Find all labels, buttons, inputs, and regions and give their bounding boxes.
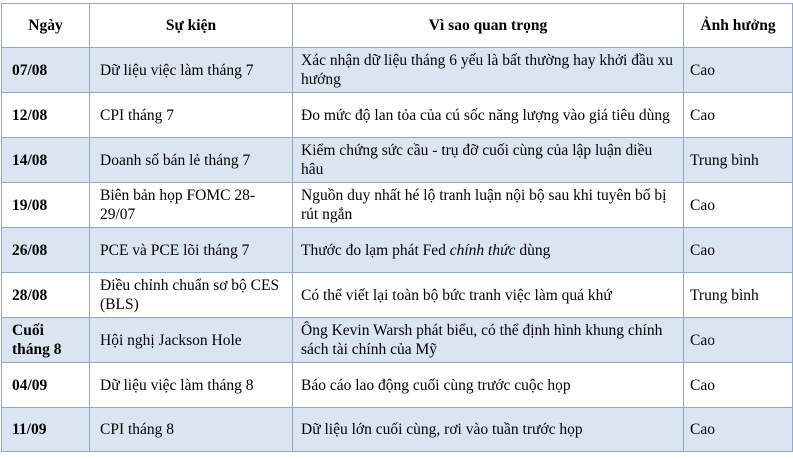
header-impact: Ảnh hưởng bbox=[684, 4, 793, 48]
cell-why bbox=[293, 318, 684, 363]
cell-why bbox=[293, 273, 684, 318]
cell-impact: Trung bình bbox=[684, 138, 793, 183]
header-date: Ngày bbox=[2, 4, 90, 48]
cell-event: PCE và PCE lõi tháng 7 bbox=[90, 228, 293, 273]
cell-impact: Cao bbox=[684, 318, 793, 363]
cell-date: 14/08 bbox=[2, 138, 90, 183]
cell-why bbox=[293, 138, 684, 183]
cell-date: 12/08 bbox=[2, 93, 90, 138]
cell-why-text: Đo mức độ lan tỏa của cú sốc năng lượng vào giá tiêu dùng bbox=[301, 106, 670, 124]
cell-impact: Trung bình bbox=[684, 273, 793, 318]
cell-why-text: Kiểm chứng sức cầu - trụ đỡ cuối cùng của lập luận diều hâu bbox=[301, 142, 653, 178]
table-row bbox=[2, 138, 793, 183]
cell-impact: Cao bbox=[684, 48, 793, 93]
cell-date: 26/08 bbox=[2, 228, 90, 273]
cell-date: 19/08 bbox=[2, 183, 90, 228]
cell-date: 28/08 bbox=[2, 273, 90, 318]
cell-impact: Cao bbox=[684, 183, 793, 228]
cell-why-after: dùng bbox=[515, 241, 551, 259]
cell-why-text: Dữ liệu lớn cuối cùng, rơi vào tuần trước họp bbox=[301, 421, 583, 438]
cell-why bbox=[293, 93, 684, 138]
cell-why-text: Ông Kevin Warsh phát biểu, có thể định hình khung chính sách tài chính của Mỹ bbox=[301, 322, 663, 358]
cell-impact: Cao bbox=[684, 408, 793, 452]
events-table bbox=[1, 3, 793, 452]
table-row bbox=[2, 273, 793, 318]
cell-event: Biên bản họp FOMC 28-29/07 bbox=[90, 183, 293, 228]
cell-why-text: Nguồn duy nhất hé lộ tranh luận nội bộ sau khi tuyên bố bị rút ngắn bbox=[301, 187, 667, 223]
cell-impact: Cao bbox=[684, 228, 793, 273]
cell-date: 04/09 bbox=[2, 363, 90, 408]
cell-event: CPI tháng 7 bbox=[90, 93, 293, 138]
table-body bbox=[2, 48, 793, 452]
cell-event: Dữ liệu việc làm tháng 7 bbox=[90, 48, 293, 93]
cell-event: Hội nghị Jackson Hole bbox=[90, 318, 293, 363]
cell-impact: Cao bbox=[684, 93, 793, 138]
cell-why bbox=[293, 183, 684, 228]
table-row bbox=[2, 318, 793, 363]
cell-event: Dữ liệu việc làm tháng 8 bbox=[90, 363, 293, 408]
cell-why bbox=[293, 228, 684, 273]
table-row bbox=[2, 48, 793, 93]
cell-event: CPI tháng 8 bbox=[90, 408, 293, 452]
table-row bbox=[2, 228, 793, 273]
cell-why bbox=[293, 363, 684, 408]
cell-event: Doanh số bán lẻ tháng 7 bbox=[90, 138, 293, 183]
cell-why-text: Có thể viết lại toàn bộ bức tranh việc làm quá khứ bbox=[301, 286, 612, 304]
cell-why-emphasis: chính thức bbox=[449, 241, 516, 259]
cell-event: Điều chỉnh chuẩn sơ bộ CES (BLS) bbox=[90, 273, 293, 318]
cell-date: 07/08 bbox=[2, 48, 90, 93]
cell-why bbox=[293, 48, 684, 93]
cell-why bbox=[293, 408, 684, 452]
table-row bbox=[2, 363, 793, 408]
cell-why-text: Xác nhận dữ liệu tháng 6 yếu là bất thường hay khởi đầu xu hướng bbox=[301, 52, 673, 88]
cell-why-text: Báo cáo lao động cuối cùng trước cuộc họp bbox=[301, 376, 571, 394]
header-why: Vì sao quan trọng bbox=[293, 4, 684, 48]
cell-date: Cuối tháng 8 bbox=[2, 318, 90, 363]
cell-impact: Cao bbox=[684, 363, 793, 408]
table-row bbox=[2, 93, 793, 138]
cell-date: 11/09 bbox=[2, 408, 90, 452]
header-event: Sự kiện bbox=[90, 4, 293, 48]
table-row bbox=[2, 183, 793, 228]
header-row bbox=[2, 4, 793, 48]
cell-why-text: Thước đo lạm phát Fed bbox=[301, 241, 450, 259]
table-row bbox=[2, 408, 793, 452]
